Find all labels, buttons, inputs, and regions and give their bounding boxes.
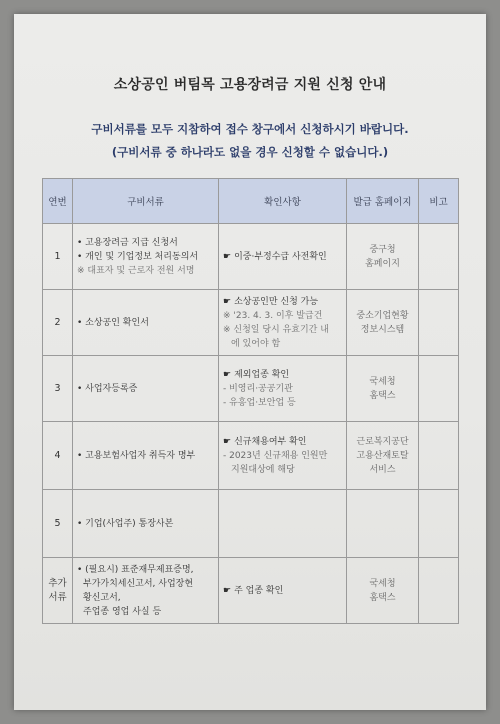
document-item: • 개인 및 기업정보 처리동의서 xyxy=(77,251,199,262)
row-number: 3 xyxy=(43,356,73,422)
documents-cell xyxy=(73,356,219,422)
row-number: 2 xyxy=(43,290,73,356)
check-cell xyxy=(219,356,347,422)
check-note: - 유흥업·보안업 등 xyxy=(223,397,296,408)
documents-cell xyxy=(73,490,219,558)
document-note: ※ 대표자 및 근로자 전원 서명 xyxy=(77,265,195,276)
required-documents-table xyxy=(42,178,459,624)
check-main: 주 업종 확인 xyxy=(234,585,284,596)
check-note: ※ '23. 4. 3. 이후 발급건 xyxy=(223,310,323,321)
document-item: • 소상공인 확인서 xyxy=(77,317,149,328)
site-line: 홈페이지 xyxy=(365,258,400,269)
table-row xyxy=(43,558,459,624)
document-item: • (필요시) 표준재무제표증명, xyxy=(77,564,194,575)
table-row xyxy=(43,490,459,558)
site-line: 근로복지공단 xyxy=(356,436,409,447)
pointing-hand-icon: ☛ xyxy=(223,585,232,596)
site-line: 국세청 xyxy=(369,376,396,387)
site-cell xyxy=(347,422,419,490)
documents-cell xyxy=(73,290,219,356)
pointing-hand-icon: ☛ xyxy=(223,296,232,307)
table-row xyxy=(43,224,459,290)
page-title: 소상공인 버팀목 고용장려금 지원 신청 안내 xyxy=(113,77,387,93)
remark-cell xyxy=(419,224,459,290)
check-cell xyxy=(219,490,347,558)
row-number: 1 xyxy=(43,224,73,290)
site-cell xyxy=(347,224,419,290)
pointing-hand-icon: ☛ xyxy=(223,369,232,380)
documents-cell xyxy=(73,224,219,290)
row-number: 4 xyxy=(43,422,73,490)
site-line: 국세청 xyxy=(369,578,396,589)
check-note: - 비영리·공공기관 xyxy=(223,383,293,394)
remark-cell xyxy=(419,558,459,624)
check-note: 지원대상에 해당 xyxy=(231,464,295,475)
site-line: 서비스 xyxy=(369,464,396,475)
site-line: 홈택스 xyxy=(369,390,396,401)
instruction-line-1: 구비서류를 모두 지참하여 접수 창구에서 신청하시기 바랍니다. xyxy=(91,122,409,136)
document-item: 부가가치세신고서, 사업장현 xyxy=(83,578,194,589)
remark-cell xyxy=(419,422,459,490)
document-item: 황신고서, xyxy=(83,592,121,603)
document-item: 주업종 영업 사실 등 xyxy=(83,606,162,617)
header-documents: 구비서류 xyxy=(73,179,219,224)
site-cell xyxy=(347,558,419,624)
check-main: 신규채용여부 확인 xyxy=(234,436,307,447)
site-line: 중구청 xyxy=(369,244,396,255)
table-row xyxy=(43,356,459,422)
check-note: ※ 신청일 당시 유효기간 내 xyxy=(223,324,329,335)
check-main: 이중·부정수급 사전확인 xyxy=(234,251,327,262)
check-main: 제외업종 확인 xyxy=(234,369,290,380)
check-main: 소상공인만 신청 가능 xyxy=(234,296,319,307)
documents-cell xyxy=(73,558,219,624)
site-cell xyxy=(347,290,419,356)
site-cell xyxy=(347,490,419,558)
header-no: 연번 xyxy=(43,179,73,224)
header-issuing-site: 발급 홈페이지 xyxy=(347,179,419,224)
check-note: - 2023년 신규채용 인원만 xyxy=(223,450,328,461)
pointing-hand-icon: ☛ xyxy=(223,251,232,262)
table-row xyxy=(43,422,459,490)
table-row xyxy=(43,290,459,356)
table-header-row xyxy=(43,179,459,224)
check-cell xyxy=(219,224,347,290)
site-line: 홈택스 xyxy=(369,592,396,603)
site-line: 정보시스템 xyxy=(360,324,405,335)
check-cell xyxy=(219,290,347,356)
pointing-hand-icon: ☛ xyxy=(223,436,232,447)
remark-cell xyxy=(419,290,459,356)
instruction-line-2: (구비서류 중 하나라도 없을 경우 신청할 수 없습니다.) xyxy=(111,145,389,159)
row-number: 추가 서류 xyxy=(43,558,73,624)
check-cell xyxy=(219,422,347,490)
site-line: 고용산재토탈 xyxy=(356,450,409,461)
document-item: • 사업자등록증 xyxy=(77,383,138,394)
site-cell xyxy=(347,356,419,422)
row-number: 5 xyxy=(43,490,73,558)
document-item: • 고용장려금 지급 신청서 xyxy=(77,237,178,248)
document-item: • 고용보험사업자 취득자 명부 xyxy=(77,450,196,461)
remark-cell xyxy=(419,490,459,558)
header-remarks: 비고 xyxy=(419,179,459,224)
check-note: 에 있어야 함 xyxy=(231,338,281,349)
document-item: • 기업(사업주) 통장사본 xyxy=(77,518,174,529)
check-cell xyxy=(219,558,347,624)
documents-cell xyxy=(73,422,219,490)
remark-cell xyxy=(419,356,459,422)
site-line: 중소기업현황 xyxy=(356,310,409,321)
header-check: 확인사항 xyxy=(219,179,347,224)
